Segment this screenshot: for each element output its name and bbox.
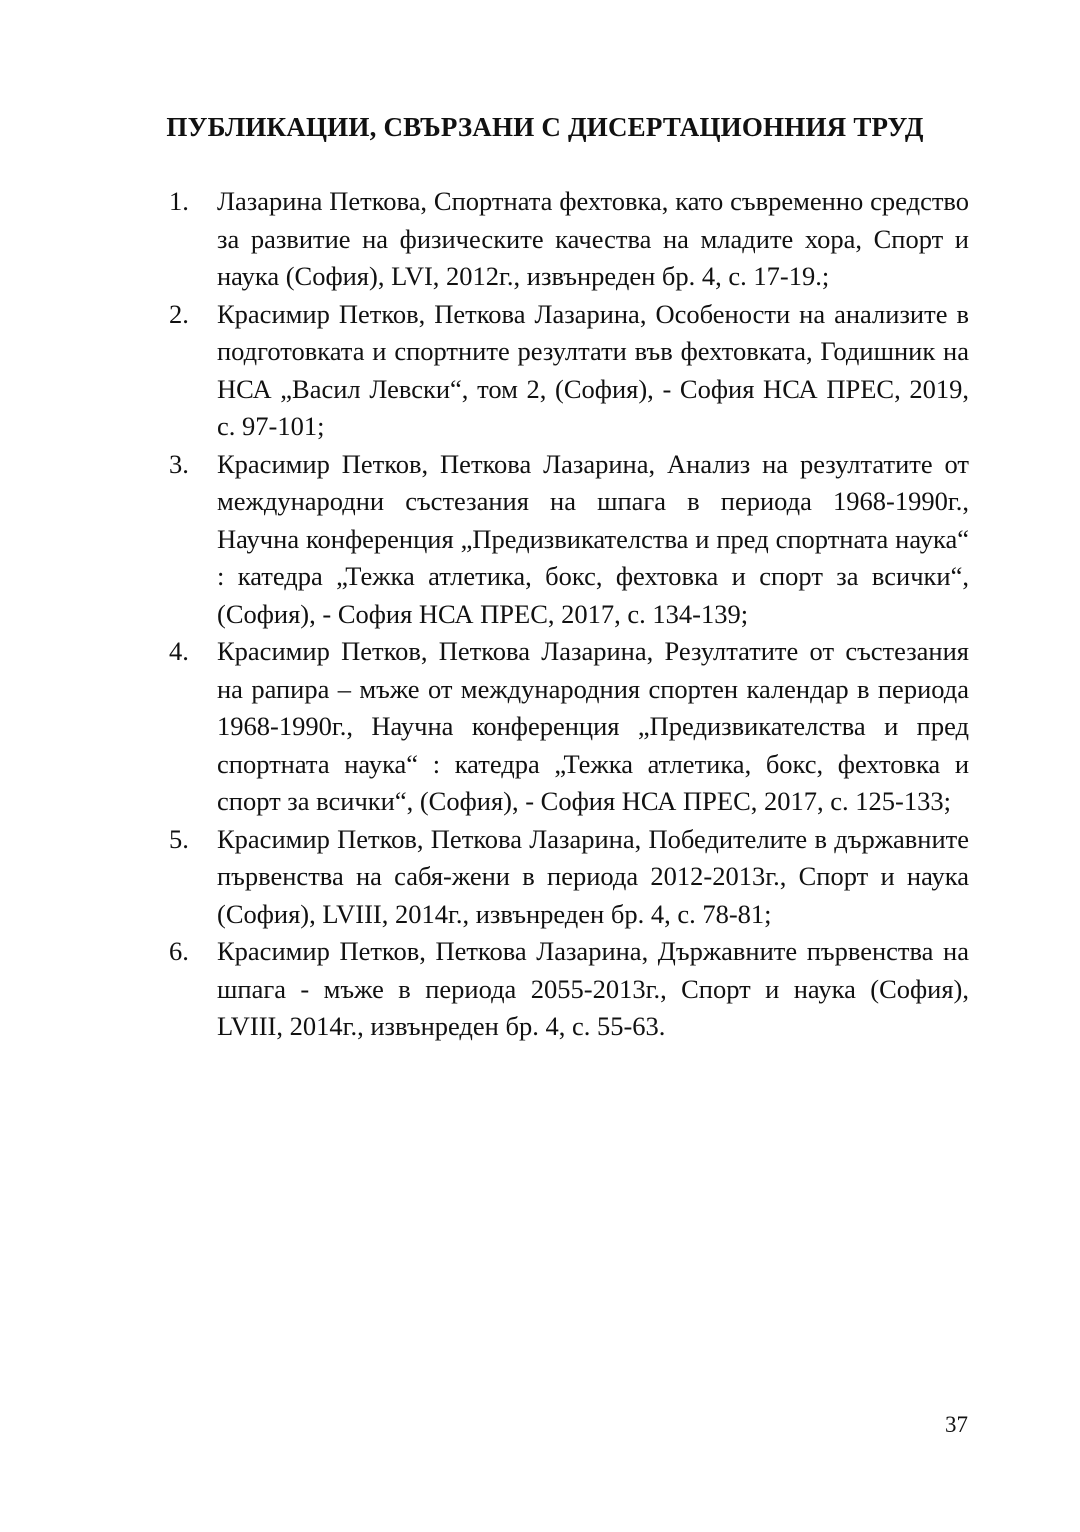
publication-item — [169, 446, 969, 634]
page-title: ПУБЛИКАЦИИ, СВЪРЗАНИ С ДИСЕРТАЦИОННИЯ ТРУД — [166, 112, 924, 142]
publication-item — [169, 821, 969, 934]
publication-number: 6. — [169, 936, 189, 966]
publication-item — [169, 933, 969, 1046]
publication-number: 4. — [169, 636, 189, 666]
publication-item — [169, 633, 969, 821]
publication-text: Красимир Петков, Петкова Лазарина, Държавните първенства на шпага - мъже в периода 2055-2013г., Спорт и наука (София), LVIII, 2014г., извънреден бр. 4, с. 55-63. — [217, 936, 969, 1041]
publication-number: 2. — [169, 298, 189, 329]
publication-number: 5. — [169, 823, 189, 854]
publication-number: 1. — [169, 186, 189, 216]
publication-number: 3. — [169, 448, 189, 479]
page-number: 37 — [945, 1412, 968, 1437]
publications-list — [169, 183, 969, 1046]
publication-item — [169, 183, 969, 296]
publication-text: Красимир Петков, Петкова Лазарина, Резултатите от състезания на рапира – мъже от международния спортен календар в периода 1968-1990г., Научна конференция „Предизвикателства и пред спортната наука“ : катедра „Тежка атлетика, бокс, фехтовка и спорт за всички“, (София), - София НСА ПРЕС, 2017, с. 125-133; — [217, 636, 969, 816]
publication-text: Красимир Петков, Петкова Лазарина, Особености на анализите в подготовката и спортните резултати във фехтовката, Годишник на НСА „Васил Левски“, том 2, (София), - София НСА ПРЕС, 2019, с. 97-101; — [217, 298, 969, 441]
publication-text: Красимир Петков, Петкова Лазарина, Анализ на резултатите от международни състезания на шпага в периода 1968-1990г., Научна конференция „Предизвикателства и пред спортната наука“ : катедра „Тежка атлетика, бокс, фехтовка и спорт за всички“, (София), - София НСА ПРЕС, 2017, с. 134-139; — [217, 448, 969, 629]
publication-text: Красимир Петков, Петкова Лазарина, Победителите в държавните първенства на сабя-жени в периода 2012-2013г., Спорт и наука (София), LVIII, 2014г., извънреден бр. 4, с. 78-81; — [217, 823, 969, 929]
publication-text: Лазарина Петкова, Спортната фехтовка, като съвременно средство за развитие на физическите качества на младите хора, Спорт и наука (София), LVI, 2012г., извънреден бр. 4, с. 17-19.; — [217, 186, 969, 291]
publication-item — [169, 296, 969, 446]
